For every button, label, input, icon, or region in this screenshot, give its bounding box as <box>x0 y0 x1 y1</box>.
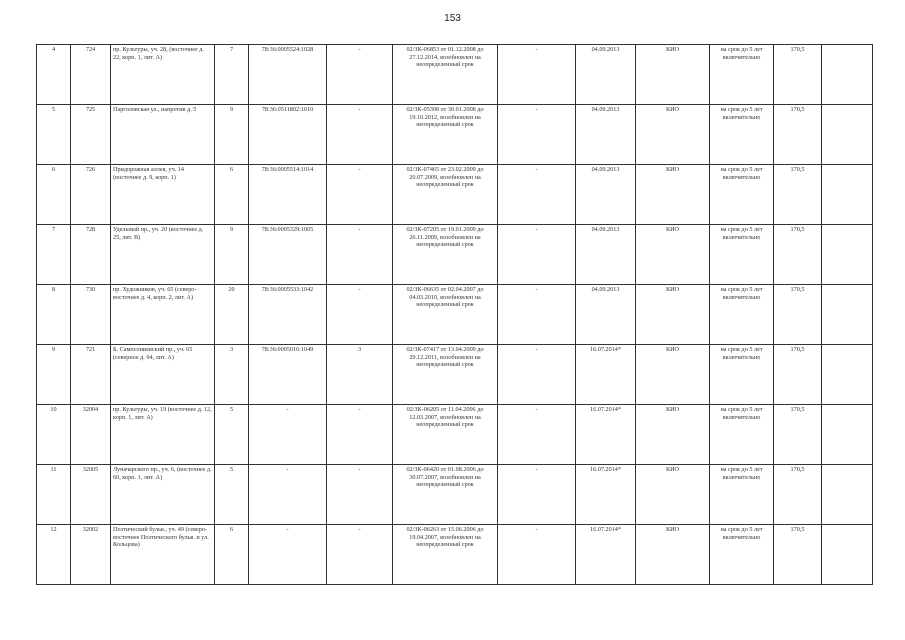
date-cell: 04.09.2013 <box>576 165 636 225</box>
table-row <box>37 105 873 165</box>
table-row <box>37 45 873 105</box>
object-id: 32002 <box>71 525 111 585</box>
column-8-cell: - <box>498 405 576 465</box>
object-id: 725 <box>71 105 111 165</box>
date-cell: 16.07.2014* <box>576 525 636 585</box>
contract-cell: 02/ЗК-05398 от 30.01.2008 до 19.10.2012, возобновлен на неопределенный срок <box>393 105 498 165</box>
value-cell: 170,5 <box>774 105 822 165</box>
row-number: 4 <box>37 45 71 105</box>
organization-cell: КИО <box>636 525 710 585</box>
contract-cell: 02/ЗК-07205 от 19.01.2009 до 26.11.2009, возобновлен на неопределенный срок <box>393 225 498 285</box>
cadastral-number: - <box>249 465 327 525</box>
table-row <box>37 345 873 405</box>
value-cell: 170,5 <box>774 405 822 465</box>
column-6-cell: - <box>327 165 393 225</box>
column-8-cell: - <box>498 525 576 585</box>
address-cell: пр. Культуры, уч. 28, (восточнее д. 22, корп. 1, лит. А) <box>111 45 215 105</box>
empty-cell <box>822 105 873 165</box>
term-cell: на срок до 5 лет включительно <box>710 465 774 525</box>
count-cell: 5 <box>215 405 249 465</box>
column-6-cell: - <box>327 285 393 345</box>
date-cell: 04.09.2013 <box>576 45 636 105</box>
object-id: 724 <box>71 45 111 105</box>
address-cell: Парголовская ул., напротив д. 5 <box>111 105 215 165</box>
organization-cell: КИО <box>636 105 710 165</box>
count-cell: 20 <box>215 285 249 345</box>
row-number: 6 <box>37 165 71 225</box>
column-8-cell: - <box>498 285 576 345</box>
table-row <box>37 525 873 585</box>
cadastral-number: 78:36:0005329:1005 <box>249 225 327 285</box>
value-cell: 170,5 <box>774 345 822 405</box>
term-cell: на срок до 5 лет включительно <box>710 45 774 105</box>
row-number: 12 <box>37 525 71 585</box>
column-8-cell: - <box>498 465 576 525</box>
date-cell: 04.09.2013 <box>576 225 636 285</box>
organization-cell: КИО <box>636 225 710 285</box>
empty-cell <box>822 165 873 225</box>
contract-cell: 02/ЗК-06635 от 02.04.2007 до 04.03.2010, возобновлен на неопределенный срок <box>393 285 498 345</box>
column-8-cell: - <box>498 165 576 225</box>
table-row <box>37 165 873 225</box>
address-cell: Б. Сампсониевский пр., уч. 65 (северное д. 94, лит. А) <box>111 345 215 405</box>
term-cell: на срок до 5 лет включительно <box>710 285 774 345</box>
column-6-cell: 3 <box>327 345 393 405</box>
address-cell: пр. Культуры, уч. 19 (восточнее д. 12, корп. 1, лит. А) <box>111 405 215 465</box>
organization-cell: КИО <box>636 465 710 525</box>
table-row <box>37 225 873 285</box>
count-cell: 5 <box>215 465 249 525</box>
address-cell: Луначарского пр., уч. 6, (восточнее д. 60, корп. 1, лит. А) <box>111 465 215 525</box>
address-cell: Придорожная аллея, уч. 14 (восточнее д. 9, корп. 1) <box>111 165 215 225</box>
cadastral-number: - <box>249 405 327 465</box>
cadastral-number: 78:36:0511802:1010 <box>249 105 327 165</box>
table-row <box>37 405 873 465</box>
empty-cell <box>822 465 873 525</box>
row-number: 11 <box>37 465 71 525</box>
column-8-cell: - <box>498 225 576 285</box>
count-cell: 7 <box>215 45 249 105</box>
count-cell: 3 <box>215 345 249 405</box>
address-cell: пр. Художников, уч. 65 (северо-восточнее д. 4, корп. 2, лит. А) <box>111 285 215 345</box>
date-cell: 16.07.2014* <box>576 465 636 525</box>
column-8-cell: - <box>498 105 576 165</box>
empty-cell <box>822 225 873 285</box>
organization-cell: КИО <box>636 405 710 465</box>
column-6-cell: - <box>327 405 393 465</box>
column-8-cell: - <box>498 45 576 105</box>
column-8-cell: - <box>498 345 576 405</box>
count-cell: 6 <box>215 525 249 585</box>
address-cell: Удельный пр., уч. 20 (восточнее д. 25, лит. В) <box>111 225 215 285</box>
count-cell: 6 <box>215 165 249 225</box>
organization-cell: КИО <box>636 285 710 345</box>
row-number: 5 <box>37 105 71 165</box>
object-id: 728 <box>71 225 111 285</box>
empty-cell <box>822 405 873 465</box>
column-6-cell: - <box>327 465 393 525</box>
empty-cell <box>822 45 873 105</box>
date-cell: 16.07.2014* <box>576 345 636 405</box>
column-6-cell: - <box>327 225 393 285</box>
cadastral-number: 78:36:0005524:1028 <box>249 45 327 105</box>
empty-cell <box>822 345 873 405</box>
value-cell: 170,5 <box>774 45 822 105</box>
cadastral-number: 78:36:0005514:1014 <box>249 165 327 225</box>
contract-cell: 02/ЗК-06205 от 11.04.2006 до 12.03.2007, возобновлен на неопределенный срок <box>393 405 498 465</box>
contract-cell: 02/ЗК-07465 от 23.02.2009 до 20.07.2009, возобновлен на неопределенный срок <box>393 165 498 225</box>
organization-cell: КИО <box>636 165 710 225</box>
date-cell: 04.09.2013 <box>576 285 636 345</box>
value-cell: 170,5 <box>774 165 822 225</box>
term-cell: на срок до 5 лет включительно <box>710 345 774 405</box>
table-row <box>37 465 873 525</box>
contract-cell: 02/ЗК-06853 от 01.12.2008 до 27.12.2014, возобновлен на неопределенный срок <box>393 45 498 105</box>
cadastral-number: - <box>249 525 327 585</box>
contract-cell: 02/ЗК-06420 от 01.08.2006 до 30.07.2007, возобновлен на неопределенный срок <box>393 465 498 525</box>
empty-cell <box>822 285 873 345</box>
organization-cell: КИО <box>636 45 710 105</box>
row-number: 8 <box>37 285 71 345</box>
term-cell: на срок до 5 лет включительно <box>710 525 774 585</box>
empty-cell <box>822 525 873 585</box>
object-id: 721 <box>71 345 111 405</box>
date-cell: 16.07.2014* <box>576 405 636 465</box>
row-number: 7 <box>37 225 71 285</box>
cadastral-number: 78:36:0005533:1042 <box>249 285 327 345</box>
value-cell: 170,5 <box>774 285 822 345</box>
page-number: 153 <box>444 13 461 24</box>
object-id: 726 <box>71 165 111 225</box>
contract-cell: 02/ЗК-06263 от 15.06.2006 до 19.04.2007, возобновлен на неопределенный срок <box>393 525 498 585</box>
column-6-cell: - <box>327 105 393 165</box>
term-cell: на срок до 5 лет включительно <box>710 105 774 165</box>
object-id: 32004 <box>71 405 111 465</box>
value-cell: 170,5 <box>774 525 822 585</box>
value-cell: 170,5 <box>774 225 822 285</box>
term-cell: на срок до 5 лет включительно <box>710 405 774 465</box>
date-cell: 04.09.2013 <box>576 105 636 165</box>
count-cell: 9 <box>215 105 249 165</box>
table-row <box>37 285 873 345</box>
registry-table <box>36 44 873 585</box>
row-number: 9 <box>37 345 71 405</box>
cadastral-number: 78:36:0005016:1049 <box>249 345 327 405</box>
contract-cell: 02/ЗК-07417 от 13.04.2009 до 29.12.2011, возобновлен на неопределенный срок <box>393 345 498 405</box>
object-id: 32005 <box>71 465 111 525</box>
term-cell: на срок до 5 лет включительно <box>710 225 774 285</box>
column-6-cell: - <box>327 525 393 585</box>
count-cell: 9 <box>215 225 249 285</box>
address-cell: Поэтический бульв., уч. 49 (северо-восточнее Поэтического бульв. и ул. Кольцова) <box>111 525 215 585</box>
organization-cell: КИО <box>636 345 710 405</box>
object-id: 730 <box>71 285 111 345</box>
column-6-cell: - <box>327 45 393 105</box>
value-cell: 170,5 <box>774 465 822 525</box>
row-number: 10 <box>37 405 71 465</box>
term-cell: на срок до 5 лет включительно <box>710 165 774 225</box>
